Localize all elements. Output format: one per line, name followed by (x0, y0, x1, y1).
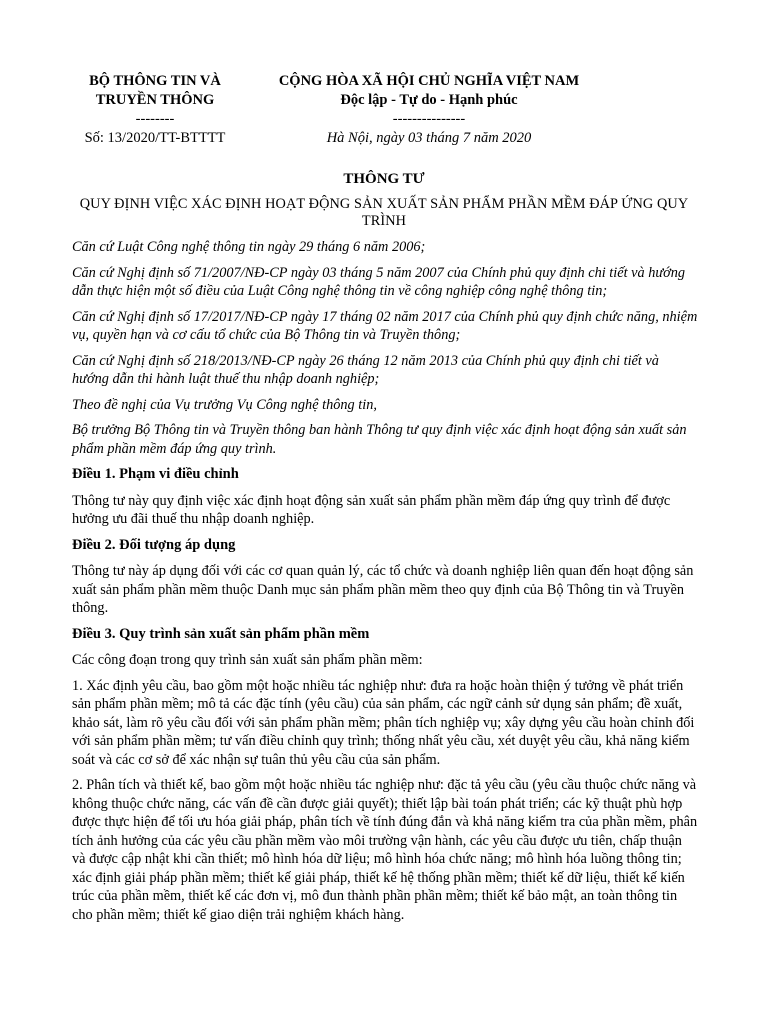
article-1-heading: Điều 1. Phạm vi điều chỉnh (72, 466, 239, 482)
article-1-paragraph: Thông tư này quy định việc xác định hoạt động sản xuất sản phẩm phần mềm đáp ứng quy trình để được hưởng ưu đãi thuế thu nhập doanh nghiệp. (72, 492, 671, 527)
article-2-paragraph: Thông tư này áp dụng đối với các cơ quan quản lý, các tổ chức và doanh nghiệp liên quan đến hoạt động sản xuất sản phẩm phần mềm thuộc Danh mục sản phẩm phần mềm theo quy định của Bộ Thông tin và Truyền thông. (72, 563, 694, 616)
article-3-heading: Điều 3. Quy trình sản xuất sản phẩm phần mềm (72, 625, 370, 642)
place-and-date: Hà Nội, ngày 03 tháng 7 năm 2020 (326, 130, 532, 146)
document-body (72, 238, 698, 931)
preamble-paragraph: Căn cứ Nghị định số 71/2007/NĐ-CP ngày 03 tháng 5 năm 2007 của Chính phủ quy định chi tiết và hướng dẫn thực hiện một số điều của Luật Công nghệ thông tin về công nghiệp công nghệ thông tin; (72, 264, 686, 299)
motto-separator: --------------- (392, 111, 466, 127)
preamble-paragraph: Căn cứ Nghị định số 17/2017/NĐ-CP ngày 17 tháng 02 năm 2017 của Chính phủ quy định chức năng, nhiệm vụ, quyền hạn và cơ cấu tổ chức của Bộ Thông tin và Truyền thông; (72, 308, 698, 343)
article-3-paragraph: Các công đoạn trong quy trình sản xuất sản phẩm phần mềm: (72, 652, 423, 668)
ministry-separator: -------- (135, 111, 175, 127)
ministry-name-line-1: BỘ THÔNG TIN VÀ (89, 73, 221, 89)
republic-name: CỘNG HÒA XÃ HỘI CHỦ NGHĨA VIỆT NAM (278, 73, 580, 89)
preamble-paragraph: Bộ trưởng Bộ Thông tin và Truyền thông ban hành Thông tư quy định việc xác định hoạt động sản xuất sản phẩm phần mềm đáp ứng quy trình. (72, 422, 687, 457)
document-header (0, 72, 768, 148)
preamble-paragraph: Theo đề nghị của Vụ trưởng Vụ Công nghệ thông tin, (72, 396, 377, 413)
preamble-paragraph: Căn cứ Luật Công nghệ thông tin ngày 29 tháng 6 năm 2006; (72, 239, 426, 255)
ministry-name-line-2: TRUYỀN THÔNG (95, 92, 215, 108)
national-motto: Độc lập - Tự do - Hạnh phúc (340, 92, 518, 108)
document-number: Số: 13/2020/TT-BTTTT (84, 130, 226, 146)
article-2-heading: Điều 2. Đối tượng áp dụng (72, 536, 236, 553)
issuing-authority-block (62, 72, 248, 148)
document-type-title: THÔNG TƯ (343, 171, 425, 187)
national-motto-block (262, 72, 596, 148)
preamble-paragraph: Căn cứ Nghị định số 218/2013/NĐ-CP ngày 26 tháng 12 năm 2013 của Chính phủ quy định chi tiết và hướng dẫn thi hành luật thuế thu nhập doanh nghiệp; (72, 352, 659, 387)
document-subject-title: QUY ĐỊNH VIỆC XÁC ĐỊNH HOẠT ĐỘNG SẢN XUẤT SẢN PHẨM PHẦN MỀM ĐÁP ỨNG QUY TRÌNH (79, 196, 689, 229)
article-3-clause-1: 1. Xác định yêu cầu, bao gồm một hoặc nhiều tác nghiệp như: đưa ra hoặc hoàn thiện ý tưởng về phát triển sản phẩm phần mềm; mô tả các đặc tính (yêu cầu) của sản phẩm, các ngữ cảnh sử dụng sản phẩm; đề xuất, khảo sát, làm rõ yêu cầu đối với sản phẩm phần mềm; phân tích nghiệp vụ; xây dựng yêu cầu hoàn chỉnh đối với sản phẩm phần mềm; tư vấn điều chỉnh quy trình; thống nhất yêu cầu, xét duyệt yêu cầu, khả năng kiểm soát và các cơ sở để xác nhận sự tuân thủ yêu cầu của sản phẩm. (72, 677, 695, 768)
article-3-clause-2: 2. Phân tích và thiết kế, bao gồm một hoặc nhiều tác nghiệp như: đặc tả yêu cầu (yêu cầu thuộc chức năng và không thuộc chức năng, các vấn đề cần được giải quyết); thiết lập bài toán phát triển; các kỹ thuật phù hợp được thực hiện để tối ưu hóa giải pháp, phân tích về tính đúng đắn và khả năng kiểm tra của phần mềm, phân tích ảnh hưởng của các yêu cầu phần mềm vào môi trường vận hành, các yêu cầu được ưu tiên, chấp thuận và được cập nhật khi cần thiết; mô hình hóa dữ liệu; mô hình hóa chức năng; mô hình hóa luồng thông tin; xác định giải pháp phần mềm; thiết kế giải pháp, thiết kế hệ thống phần mềm; thiết kế dữ liệu, thiết kế kiến trúc của phần mềm, thiết kế các đơn vị, mô đun thành phần phần mềm; thiết kế bảo mật, an toàn thông tin cho phần mềm; thiết kế giao diện trải nghiệm khách hàng. (72, 777, 698, 923)
